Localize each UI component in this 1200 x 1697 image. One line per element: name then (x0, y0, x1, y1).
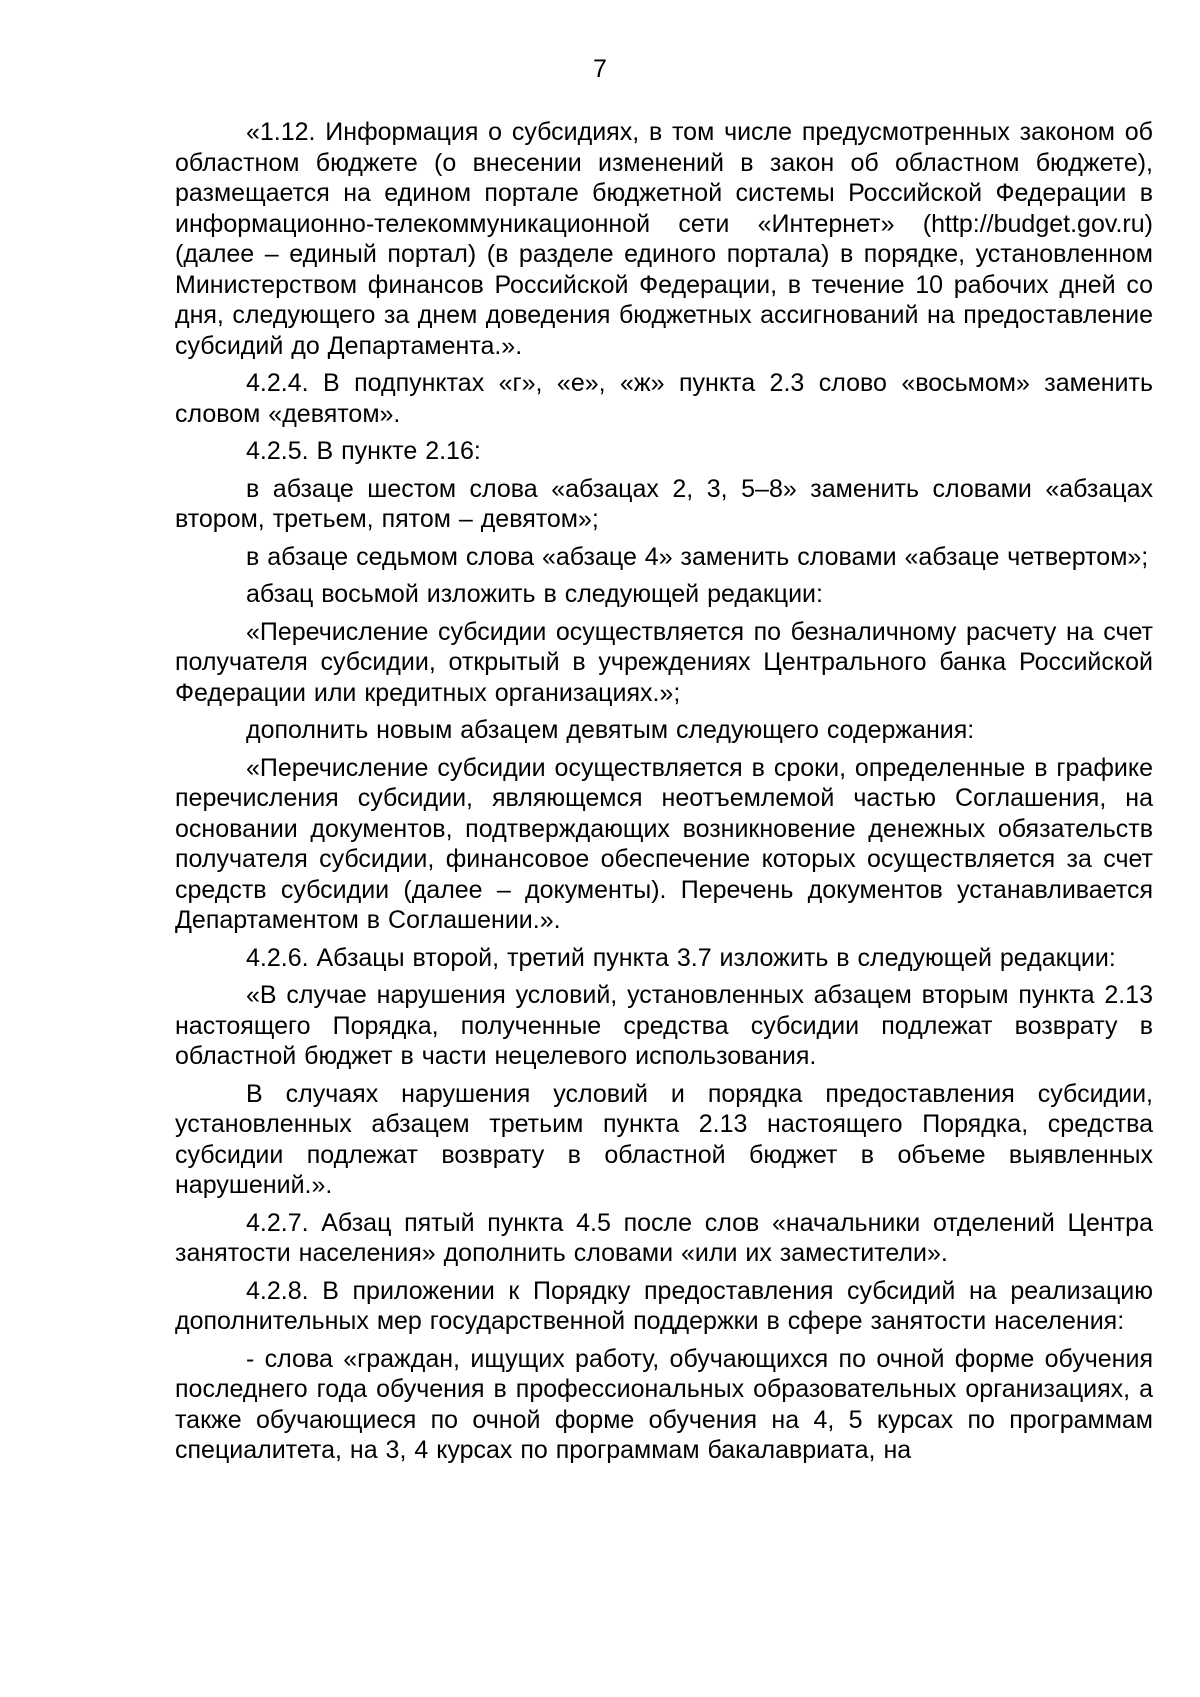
page-number: 7 (593, 55, 607, 83)
paragraph-1-12-subsidy-info: «1.12. Информация о субсидиях, в том числе предусмотренных законом об областном бюджете (о внесении изменений в закон об областном бюджете), размещается на едином портале бюджетной системы Российской Федерации в информационно-телекоммуникационной сети «Интернет» (http://budget.gov.ru) (далее – единый портал) (в разделе единого портала) в порядке, установленном Министерством финансов Российской Федерации, в течение 10 рабочих дней со дня, следующего за днем доведения бюджетных ассигнований на предоставление субсидий до Департамента.». (175, 118, 1153, 360)
paragraph-abzac-shestoy: в абзаце шестом слова «абзацах 2, 3, 5–8» заменить словами «абзацах втором, третьем, пятом – девятом»; (175, 474, 1153, 533)
paragraph-slova-grazhdan: - слова «граждан, ищущих работу, обучающихся по очной форме обучения последнего года обучения в профессиональных образовательных организациях, а также обучающиеся по очной форме обучения на 4, 5 курсах по программам специалитета, на 3, 4 курсах по программам бакалавриата, на (175, 1344, 1153, 1464)
document-body (175, 117, 1153, 1473)
paragraph-4-2-8: 4.2.8. В приложении к Порядку предоставления субсидий на реализацию дополнительных мер государственной поддержки в сфере занятости населения: (175, 1276, 1153, 1335)
paragraph-4-2-6: 4.2.6. Абзацы второй, третий пункта 3.7 изложить в следующей редакции: (246, 943, 1116, 972)
paragraph-perechislenie-1: «Перечисление субсидии осуществляется по безналичному расчету на счет получателя субсидии, открытый в учреждениях Центрального банка Российской Федерации или кредитных организациях.»; (175, 617, 1153, 707)
paragraph-narushenie-2: В случаях нарушения условий и порядка предоставления субсидии, установленных абзацем третьим пункта 2.13 настоящего Порядка, средства субсидии подлежат возврату в областной бюджет в объеме выявленных нарушений.». (175, 1079, 1153, 1199)
paragraph-perechislenie-2: «Перечисление субсидии осуществляется в сроки, определенные в графике перечисления субсидии, являющемся неотъемлемой частью Соглашения, на основании документов, подтверждающих возникновение денежных обязательств получателя субсидии, финансовое обеспечение которых осуществляется за счет средств субсидии (далее – документы). Перечень документов устанавливается Департаментом в Соглашении.». (175, 753, 1153, 934)
paragraph-narushenie-1: «В случае нарушения условий, установленных абзацем вторым пункта 2.13 настоящего Порядка, полученные средства субсидии подлежат возврату в областной бюджет в части нецелевого использования. (175, 981, 1153, 1070)
paragraph-4-2-5: 4.2.5. В пункте 2.16: (246, 437, 481, 465)
paragraph-4-2-7: 4.2.7. Абзац пятый пункта 4.5 после слов «начальники отделений Центра занятости населения» дополнить словами «или их заместители». (175, 1208, 1153, 1267)
paragraph-4-2-4: 4.2.4. В подпунктах «г», «е», «ж» пункта 2.3 слово «восьмом» заменить словом «девятом». (175, 369, 1153, 428)
paragraph-abzac-vosmoy: абзац восьмой изложить в следующей редакции: (246, 580, 823, 608)
paragraph-abzac-sedmoy: в абзаце седьмом слова «абзаце 4» заменить словами «абзаце четвертом»; (246, 542, 1149, 571)
paragraph-dopolnit-devyatym: дополнить новым абзацем девятым следующего содержания: (246, 716, 975, 744)
